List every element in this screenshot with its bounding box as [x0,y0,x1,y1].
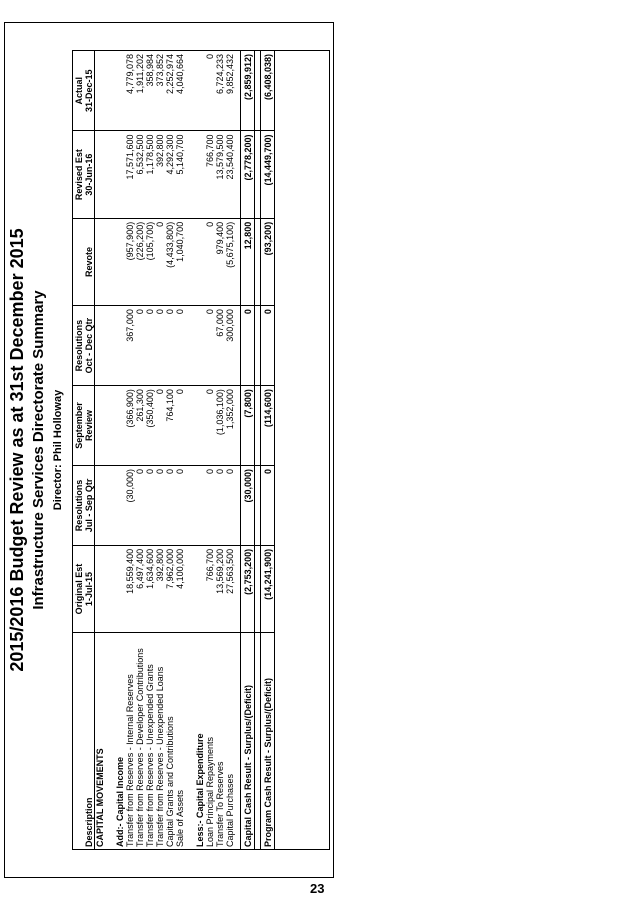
row-cell-value: 1,352,000 [225,386,235,466]
director-line: Director: Phil Holloway [52,389,64,511]
row-cell-label: Loan Principal Repayments [205,736,215,847]
row-cell-value: 0 [205,218,215,305]
row-cell-value: 6,532,500 [135,131,145,218]
col-header-resolutions-oct-dec: Resolutions Oct - Dec Qtr [73,306,95,386]
report-subtitle: Infrastructure Services Directorate Summary [30,290,47,610]
row-cell-value: 764,100 [165,386,175,466]
capital-cash-cell-value: (30,000) [241,465,255,545]
row-cell-value: 373,852 [155,51,165,131]
expenditure-heading: Less:- Capital Expenditure [195,733,205,847]
row-cell-value: 13,579,500 [215,131,225,218]
row-cell-value: 0 [155,306,165,386]
income-heading-row [115,51,125,849]
row-cell-value: 766,700 [205,131,215,218]
row-cell-value: 358,984 [145,51,155,131]
report-title: 2015/2016 Budget Review as at 31st December 2015 [7,228,27,672]
section-heading: CAPITAL MOVEMENTS [95,748,105,847]
row-cell-value: 0 [175,386,185,466]
row-cell-value: 1,040,700 [175,218,185,305]
capital-cash-cell-value: (2,859,912) [241,51,255,131]
row-cell-label: Transfer from Reserves - Internal Reserves [125,674,135,847]
expenditure-heading-row [195,51,205,849]
row-cell-value: 18,559,400 [125,545,135,632]
program-cash-cell-value: (114,600) [261,386,275,466]
table-row [155,51,165,849]
program-cash-cell-value: (14,449,700) [261,131,275,218]
col-header-revised-est: Revised Est 30-Jun-16 [73,131,95,218]
row-cell-value: 1,178,500 [145,131,155,218]
row-cell-value: 0 [145,465,155,545]
row-cell-label: Transfer To Reserves [215,761,225,847]
row-cell-value: 9,852,432 [225,51,235,131]
row-cell-value: 0 [205,51,215,131]
table-row [205,51,215,849]
col-header-september-review: September Review [73,386,95,466]
section-heading-row [95,51,106,849]
col-header-actual: Actual 31-Dec-15 [73,51,95,131]
column-header-row [73,51,95,849]
row-cell-value: 13,569,200 [215,545,225,632]
table-row [135,51,145,849]
program-cash-cell-value: 0 [261,306,275,386]
row-cell-value: 6,497,400 [135,545,145,632]
row-cell-label: Capital Grants and Contributions [165,716,175,847]
program-cash-cell-value: 0 [261,465,275,545]
program-cash-cell-value: (6,408,038) [261,51,275,131]
program-cash-cell-value: (93,200) [261,218,275,305]
row-cell-value: 2,252,974 [165,51,175,131]
capital-cash-cell-value: 0 [241,306,255,386]
row-cell-value: 1,911,202 [135,51,145,131]
budget-table [73,51,275,849]
row-cell-value: (1,036,100) [215,386,225,466]
row-cell-label: Transfer from Reserves - Unexpended Loans [155,666,165,847]
table-row [125,51,135,849]
table-row [225,51,235,849]
capital-cash-cell-value: (2,753,200) [241,545,255,632]
capital-cash-cell-value: (7,800) [241,386,255,466]
row-cell-label: Transfer from Reserves - Unexpended Grants [145,664,155,847]
table-body [95,51,126,849]
row-cell-value: 0 [155,386,165,466]
row-cell-value: 1,634,600 [145,545,155,632]
row-cell-value: (105,700) [145,218,155,305]
col-header-description: Description [84,797,94,847]
row-cell-value: 0 [165,306,175,386]
table-row [215,51,225,849]
capital-cash-result-row [241,51,255,849]
row-cell-value: 7,962,000 [165,545,175,632]
row-cell-value: 392,800 [155,131,165,218]
row-cell-value: 392,800 [155,545,165,632]
row-cell-value: 4,292,300 [165,131,175,218]
capital-cash-cell-value: 12,800 [241,218,255,305]
program-cash-result-row [261,51,275,849]
report-page [5,22,335,878]
row-cell-value: 0 [135,306,145,386]
row-cell-value: 0 [165,465,175,545]
row-cell-value: 67,000 [215,306,225,386]
row-cell-value: 300,000 [225,306,235,386]
row-cell-value: (5,675,100) [225,218,235,305]
capital-cash-cell-value: (2,778,200) [241,131,255,218]
row-cell-value: (226,200) [135,218,145,305]
row-cell-value: 6,724,233 [215,51,225,131]
row-cell-value: 4,779,078 [125,51,135,131]
row-cell-value: 979,400 [215,218,225,305]
row-cell-value: 0 [155,218,165,305]
row-cell-value: (366,900) [125,386,135,466]
row-cell-value: 261,300 [135,386,145,466]
row-cell-value: 0 [135,465,145,545]
row-cell-value: 0 [205,386,215,466]
col-header-revote: Revote [73,218,95,305]
row-cell-value: 0 [155,465,165,545]
table-row [165,51,175,849]
row-cell-value: (4,433,800) [165,218,175,305]
expenditure-rows [205,51,235,849]
row-cell-value: 5,140,700 [175,131,185,218]
row-cell-label: Transfer from Reserves - Developer Contributions [135,648,145,847]
row-cell-value: 23,540,400 [225,131,235,218]
row-cell-value: 0 [205,306,215,386]
row-cell-value: 0 [145,306,155,386]
row-cell-value: (957,900) [125,218,135,305]
table-row [145,51,155,849]
row-cell-value: 0 [175,306,185,386]
row-cell-label: Capital Purchases [225,773,235,847]
row-cell-value: 4,100,000 [175,545,185,632]
income-rows [125,51,185,849]
capital-cash-cell-label: Capital Cash Result - Surplus/(Deficit) [241,633,255,849]
col-header-resolutions-jul-sep: Resolutions Jul - Sep Qtr [73,465,95,545]
row-cell-value: 0 [205,465,215,545]
row-cell-value: (30,000) [125,465,135,545]
row-cell-value: (350,400) [145,386,155,466]
table-row [175,51,185,849]
row-cell-value: 0 [175,465,185,545]
program-cash-cell-value: (14,241,900) [261,545,275,632]
budget-table-wrapper [72,50,330,850]
row-cell-value: 367,000 [125,306,135,386]
row-cell-label: Sale of Assets [175,789,185,847]
row-cell-value: 0 [215,465,225,545]
row-cell-value: 0 [225,465,235,545]
page-number: 23 [310,881,325,896]
program-cash-cell-label: Program Cash Result - Surplus/(Deficit) [261,633,275,849]
col-header-original-est: Original Est 1-Jul-15 [73,545,95,632]
row-cell-value: 27,563,500 [225,545,235,632]
row-cell-value: 17,571,600 [125,131,135,218]
row-cell-value: 4,040,664 [175,51,185,131]
income-heading: Add:- Capital Income [115,756,125,847]
row-cell-value: 766,700 [205,545,215,632]
